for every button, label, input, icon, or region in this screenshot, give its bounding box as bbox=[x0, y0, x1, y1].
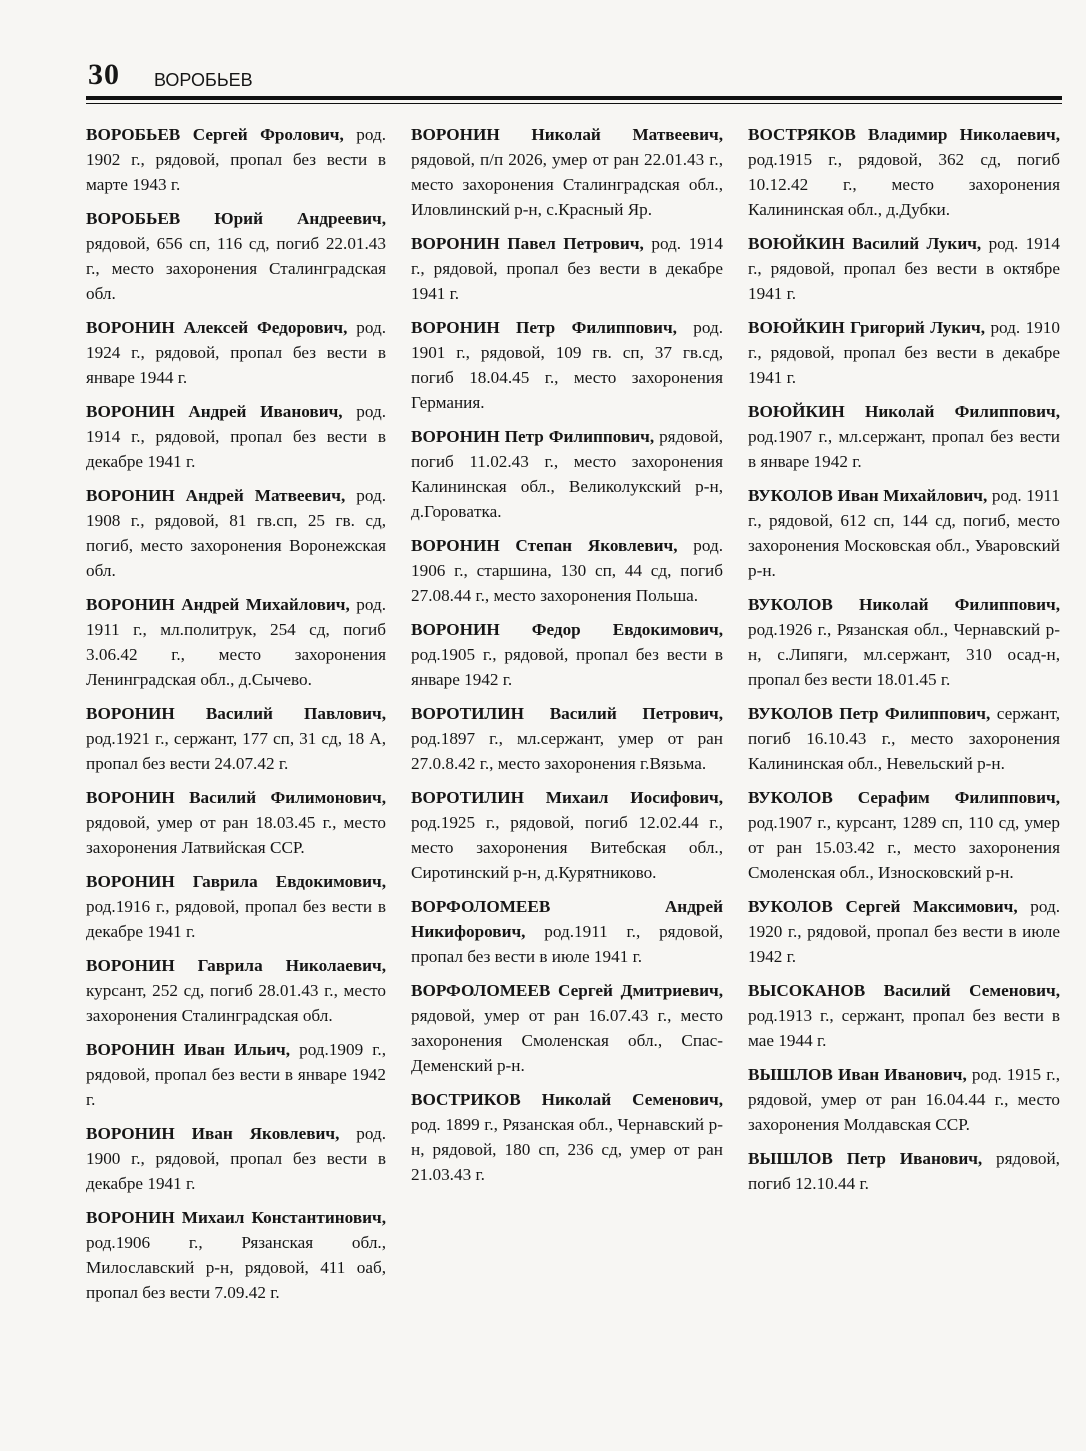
entry-name: ВУКОЛОВ Сергей Максимович, bbox=[748, 897, 1018, 916]
running-head: ВОРОБЬЕВ bbox=[154, 70, 253, 90]
entry-name: ВУКОЛОВ Иван Михайлович, bbox=[748, 486, 988, 505]
entry bbox=[411, 894, 723, 969]
entry-details: род. 1924 г., рядовой, пропал без вести в январе 1944 г. bbox=[86, 318, 386, 387]
column-2 bbox=[411, 122, 723, 1196]
entry-details: род. 1914 г., рядовой, пропал без вести в декабре 1941 г. bbox=[86, 402, 386, 471]
entry-name: ВУКОЛОВ Серафим Филиппович, bbox=[748, 788, 1060, 807]
entry-details: род. 1906 г., старшина, 130 сп, 44 сд, погиб 27.08.44 г., место захоронения Польша. bbox=[411, 536, 723, 605]
entry-details: рядовой, погиб 11.02.43 г., место захоронения Калининская обл., Великолукский р-н, д.Горовaтка. bbox=[411, 427, 723, 521]
entry-details: род.1916 г., рядовой, пропал без вести в декабре 1941 г. bbox=[86, 897, 386, 941]
entry bbox=[86, 1205, 386, 1305]
entry-details: род.1911 г., рядовой, пропал без вести в июле 1941 г. bbox=[411, 922, 723, 966]
entry bbox=[411, 231, 723, 306]
entry-details: род.1897 г., мл.сержант, умер от ран 27.0.8.42 г., место захоронения г.Вязьма. bbox=[411, 729, 723, 773]
entry-name: ВОРОНИН Петр Филиппович, bbox=[411, 318, 677, 337]
entry-details: род. 1920 г., рядовой, пропал без вести в июле 1942 г. bbox=[748, 897, 1060, 966]
entry bbox=[86, 1121, 386, 1196]
entry bbox=[411, 1087, 723, 1187]
entry-details: род. 1914 г., рядовой, пропал без вести в октябре 1941 г. bbox=[748, 234, 1061, 303]
entry bbox=[86, 1037, 386, 1112]
entry-name: ВОРФОЛОМЕЕВ Сергей Дмитриевич, bbox=[411, 981, 723, 1000]
entry-details: род.1907 г., курсант, 1289 сп, 110 сд, умер от ран 15.03.42 г., место захоронения Смоленская обл., Износковский р-н. bbox=[748, 813, 1060, 882]
entry-details: курсант, 252 сд, погиб 28.01.43 г., место захоронения Сталинградская обл. bbox=[86, 981, 386, 1025]
entry bbox=[411, 978, 723, 1078]
page-header bbox=[86, 58, 1062, 98]
entry bbox=[86, 785, 386, 860]
entry bbox=[748, 122, 1060, 222]
entry bbox=[748, 785, 1060, 885]
entry-name: ВОСТРИКОВ Николай Семенович, bbox=[411, 1090, 723, 1109]
entry bbox=[86, 315, 386, 390]
page-number: 30 bbox=[88, 58, 120, 91]
entry-details: род.1913 г., сержант, пропал без вести в мае 1944 г. bbox=[748, 1006, 1060, 1050]
entry-details: рядовой, умер от ран 16.07.43 г., место захоронения Смоленская обл., Спас-Деменский р-н. bbox=[411, 1006, 723, 1075]
entry bbox=[748, 701, 1060, 776]
entry-details: род. 1899 г., Рязанская обл., Чернавский р-н, рядовой, 180 сп, 236 сд, умер от ран 21.03.43 г. bbox=[411, 1115, 723, 1184]
entry-name: ВОРОНИН Алексей Федорович, bbox=[86, 318, 348, 337]
entry-name: ВОРОТИЛИН Михаил Иосифович, bbox=[411, 788, 723, 807]
entry-details: род.1926 г., Рязанская обл., Чернавский р-н, с.Липяги, мл.сержант, 310 осад-н, пропал без вести 18.01.45 г. bbox=[748, 620, 1060, 689]
entry-details: род.1905 г., рядовой, пропал без вести в январе 1942 г. bbox=[411, 645, 723, 689]
entry-name: ВОРОНИН Василий Филимонович, bbox=[86, 788, 386, 807]
entry bbox=[86, 869, 386, 944]
entry-name: ВОРОБЬЕВ Юрий Андреевич, bbox=[86, 209, 386, 228]
entry bbox=[748, 1062, 1060, 1137]
entry-name: ВУКОЛОВ Петр Филиппович, bbox=[748, 704, 991, 723]
entry-name: ВОРОНИН Николай Матвеевич, bbox=[411, 125, 723, 144]
entry-name: ВОРОНИН Гаврила Николаевич, bbox=[86, 956, 386, 975]
entry bbox=[411, 315, 723, 415]
entry bbox=[748, 978, 1060, 1053]
entry-details: род. 1911 г., рядовой, 612 сп, 144 сд, погиб, место захоронения Московская обл., Уваровский р-н. bbox=[748, 486, 1060, 580]
entry-details: род. 1902 г., рядовой, пропал без вести в марте 1943 г. bbox=[86, 125, 386, 194]
entry bbox=[411, 785, 723, 885]
entry bbox=[86, 122, 386, 197]
entry bbox=[748, 483, 1060, 583]
entry-name: ВОРОНИН Федор Евдокимович, bbox=[411, 620, 723, 639]
entry-details: род.1906 г., Рязанская обл., Милославский р-н, рядовой, 411 оаб, пропал без вести 7.09.42 г. bbox=[86, 1233, 386, 1302]
entry bbox=[411, 424, 723, 524]
entry-name: ВЫШЛОВ Петр Иванович, bbox=[748, 1149, 983, 1168]
entry bbox=[411, 533, 723, 608]
entry-details: род.1909 г., рядовой, пропал без вести в январе 1942 г. bbox=[86, 1040, 386, 1109]
entry-name: ВОРОНИН Иван Ильич, bbox=[86, 1040, 291, 1059]
entry bbox=[86, 592, 386, 692]
column-3 bbox=[748, 122, 1060, 1205]
entry-details: род. 1908 г., рядовой, 81 гв.сп, 25 гв. сд, погиб, место захоронения Воронежская обл. bbox=[86, 486, 387, 580]
entry-name: ВОРОБЬЕВ Сергей Фролович, bbox=[86, 125, 344, 144]
entry bbox=[86, 483, 386, 583]
header-rule-thin bbox=[86, 103, 1062, 104]
entry-name: ВОРОНИН Иван Яковлевич, bbox=[86, 1124, 340, 1143]
entry bbox=[748, 315, 1060, 390]
entry bbox=[86, 399, 386, 474]
column-1 bbox=[86, 122, 386, 1314]
entry bbox=[748, 1146, 1060, 1196]
entry-name: ВОЮЙКИН Николай Филиппович, bbox=[748, 402, 1060, 421]
entry-name: ВОРОНИН Степан Яковлевич, bbox=[411, 536, 678, 555]
entry-details: сержант, погиб 16.10.43 г., место захоронения Калининская обл., Невельский р-н. bbox=[748, 704, 1061, 773]
entry-details: рядовой, погиб 12.10.44 г. bbox=[748, 1149, 1060, 1193]
entry-name: ВОРОНИН Андрей Матвеевич, bbox=[86, 486, 346, 505]
entry-details: род.1921 г., сержант, 177 сп, 31 сд, 18 А, пропал без вести 24.07.42 г. bbox=[86, 729, 386, 773]
entry-name: ВОЮЙКИН Василий Лукич, bbox=[748, 234, 982, 253]
entry bbox=[748, 231, 1060, 306]
entry-details: род.1925 г., рядовой, погиб 12.02.44 г., место захоронения Витебская обл., Сиротинский р-н, д.Курятниково. bbox=[411, 813, 723, 882]
entry-details: род. 1914 г., рядовой, пропал без вести в декабре 1941 г. bbox=[411, 234, 723, 303]
entry-name: ВЫШЛОВ Иван Иванович, bbox=[748, 1065, 967, 1084]
entry-name: ВУКОЛОВ Николай Филиппович, bbox=[748, 595, 1060, 614]
entry-details: род.1915 г., рядовой, 362 сд, погиб 10.12.42 г., место захоронения Калининская обл., д.Дубки. bbox=[748, 150, 1060, 219]
entry-details: рядовой, умер от ран 18.03.45 г., место захоронения Латвийская ССР. bbox=[86, 813, 386, 857]
entry-name: ВЫСОКАНОВ Василий Семенович, bbox=[748, 981, 1060, 1000]
entry-name: ВОРОТИЛИН Василий Петрович, bbox=[411, 704, 723, 723]
entry-details: род.1907 г., мл.сержант, пропал без вести в январе 1942 г. bbox=[748, 427, 1060, 471]
entry-details: род. 1910 г., рядовой, пропал без вести в декабре 1941 г. bbox=[748, 318, 1060, 387]
entry-details: род. 1911 г., мл.политрук, 254 сд, погиб 3.06.42 г., место захоронения Ленинградская обл., д.Сычево. bbox=[86, 595, 387, 689]
entry-name: ВОРОНИН Василий Павлович, bbox=[86, 704, 386, 723]
entry-name: ВОРОНИН Андрей Иванович, bbox=[86, 402, 343, 421]
entry-name: ВОРОНИН Андрей Михайлович, bbox=[86, 595, 350, 614]
entry-details: рядовой, 656 сп, 116 сд, погиб 22.01.43 г., место захоронения Сталинградская обл. bbox=[86, 234, 386, 303]
entry-name: ВОСТРЯКОВ Владимир Николаевич, bbox=[748, 125, 1060, 144]
entry-details: род. 1900 г., рядовой, пропал без вести в декабре 1941 г. bbox=[86, 1124, 386, 1193]
entry bbox=[86, 701, 386, 776]
entry-name: ВОРОНИН Петр Филиппович, bbox=[411, 427, 655, 446]
entry bbox=[86, 953, 386, 1028]
entry-details: род. 1901 г., рядовой, 109 гв. сп, 37 гв.сд, погиб 18.04.45 г., место захоронения Германия. bbox=[411, 318, 723, 412]
entry bbox=[748, 894, 1060, 969]
entry bbox=[411, 617, 723, 692]
entry bbox=[86, 206, 386, 306]
entry-name: ВОРОНИН Гаврила Евдокимович, bbox=[86, 872, 386, 891]
entry-name: ВОРОНИН Михаил Константинович, bbox=[86, 1208, 386, 1227]
entry bbox=[411, 701, 723, 776]
entry bbox=[748, 592, 1060, 692]
entry bbox=[748, 399, 1060, 474]
entry-name: ВОРОНИН Павел Петрович, bbox=[411, 234, 644, 253]
entry-name: ВОРФОЛОМЕЕВ Андрей Никифорович, bbox=[411, 897, 723, 941]
entry-details: рядовой, п/п 2026, умер от ран 22.01.43 г., место захоронения Сталинградская обл., Иловлинский р-н, с.Красный Яр. bbox=[411, 150, 723, 219]
entry bbox=[411, 122, 723, 222]
entry-details: род. 1915 г., рядовой, умер от ран 16.04.44 г., место захоронения Молдавская ССР. bbox=[748, 1065, 1060, 1134]
entry-name: ВОЮЙКИН Григорий Лукич, bbox=[748, 318, 986, 337]
header-rule-thick bbox=[86, 96, 1062, 100]
